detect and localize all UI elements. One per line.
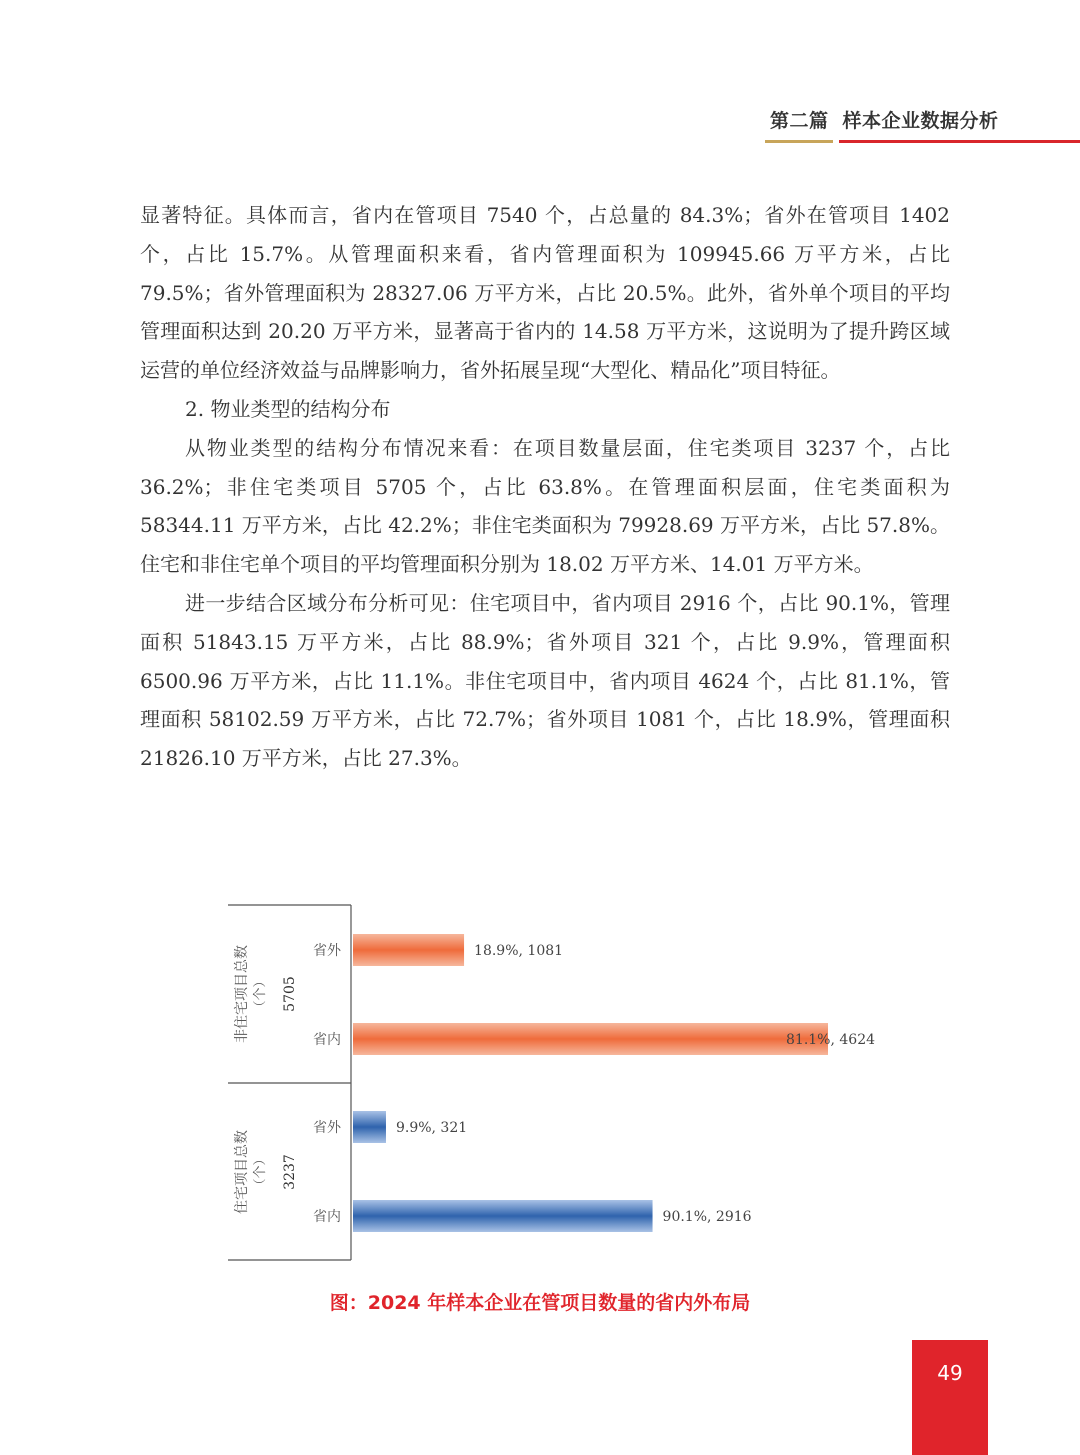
data-label: 90.1%, 2916	[662, 1209, 752, 1225]
bar	[353, 1200, 653, 1232]
bar	[353, 1111, 386, 1143]
bar	[353, 934, 464, 966]
paragraph: 进一步结合区域分布分析可见：住宅项目中，省内项目 2916 个，占比 90.1%，管理面积 51843.15 万平方米，占比 88.9%；省外项目 321 个，占比 9.9%，管理面积 6500.96 万平方米，占比 11.1%。非住宅项目中，省内项目 4624 个，占比 81.1%，管理面积 58102.59 万平方米，占比 72.7%；省外项目 1081 个，占比 18.9%，管理面积 21826.10 万平方米，占比 27.3%。	[140, 590, 950, 771]
group-label: 非住宅项目总数	[234, 945, 250, 1043]
header-title: 样本企业数据分析	[842, 110, 999, 132]
group-unit-label: （个）	[253, 974, 268, 1014]
page-header	[770, 104, 1080, 152]
page-number: 49	[912, 1340, 988, 1455]
category-label: 省内	[313, 1032, 341, 1048]
category-label: 省内	[313, 1209, 341, 1225]
body-text	[140, 196, 950, 778]
paragraph: 从物业类型的结构分布情况来看：在项目数量层面，住宅类项目 3237 个，占比 36.2%；非住宅类项目 5705 个，占比 63.8%。在管理面积层面，住宅类面积为 58344.11 万平方米，占比 42.2%；非住宅类面积为 79928.69 万平方米，占比 57.8%。住宅和非住宅单个项目的平均管理面积分别为 18.02 万平方米、14.01 万平方米。	[140, 435, 950, 577]
group-label: 住宅项目总数	[234, 1130, 250, 1214]
figure-caption: 图：2024 年样本企业在管项目数量的省内外布局	[329, 1292, 751, 1314]
header-chapter: 第二篇	[770, 110, 829, 132]
group-total: 5705	[282, 976, 298, 1012]
group-total: 3237	[282, 1154, 298, 1190]
category-label: 省外	[313, 1120, 341, 1136]
bar	[353, 1023, 828, 1055]
section-heading: 2. 物业类型的结构分布	[185, 396, 391, 421]
data-label: 9.9%, 321	[395, 1120, 468, 1136]
header-rule-red	[839, 140, 1080, 143]
group-unit-label: （个）	[253, 1152, 268, 1192]
header-rule-gold	[765, 140, 833, 143]
data-label: 81.1%, 4624	[786, 1032, 876, 1048]
category-label: 省外	[313, 943, 341, 959]
paragraph: 显著特征。具体而言，省内在管项目 7540 个，占总量的 84.3%；省外在管项目 1402 个，占比 15.7%。从管理面积来看，省内管理面积为 109945.66 万平方米，占比 79.5%；省外管理面积为 28327.06 万平方米，占比 20.5%。此外，省外单个项目的平均管理面积达到 20.20 万平方米，显著高于省内的 14.58 万平方米，这说明为了提升跨区域运营的单位经济效益与品牌影响力，省外拓展呈现“大型化、精品化”项目特征。	[140, 203, 950, 383]
data-label: 18.9%, 1081	[474, 943, 564, 959]
project-distribution-chart	[220, 900, 920, 1270]
header-text	[770, 106, 999, 133]
